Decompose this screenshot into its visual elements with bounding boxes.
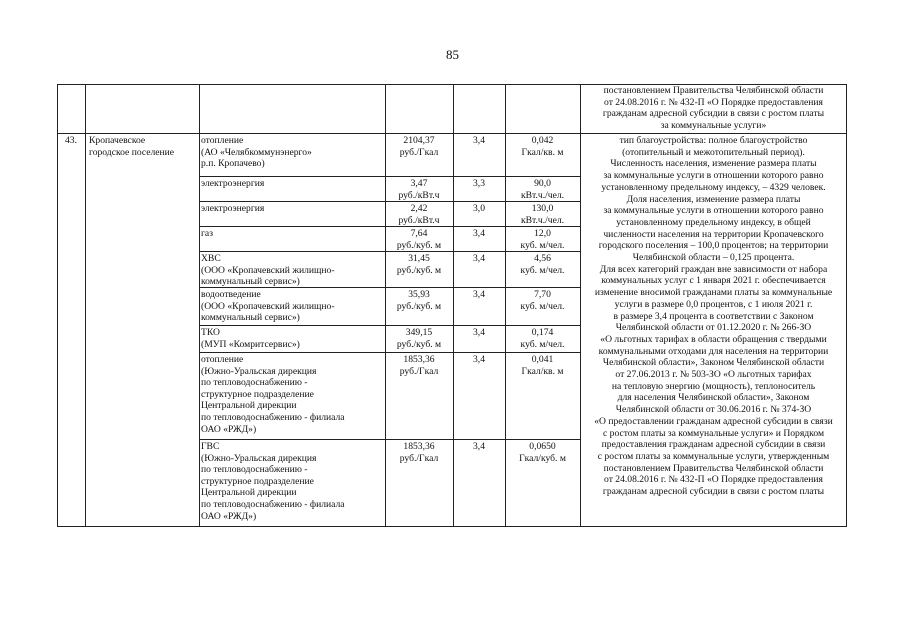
service-index: 3,4 [473,289,485,300]
service-price: 35,93 руб./куб. м [396,289,442,312]
service-index: 3,4 [473,354,485,365]
service-index: 3,0 [473,203,485,214]
tariff-table [57,84,847,527]
municipality-name: Кропачевское городское поселение [89,135,175,158]
service-index: 3,4 [473,327,485,338]
service-description: ХВС (ООО «Кропачевский жилищно- коммунальный сервис») [201,253,335,288]
service-volume: 7,70 куб. м/чел. [520,289,565,312]
continuation-text: постановлением Правительства Челябинской области от 24.08.2016 г. № 432-П «О Порядке предоставления гражданам адресной субсидии в связи с ростом платы за коммунальные услуги» [602,85,825,131]
service-description: отопление (АО «Челябкоммунэнерго» р.п. Кропачево) [201,135,312,170]
service-price: 1853,36 руб./Гкал [399,354,439,377]
service-price: 1853,36 руб./Гкал [399,441,439,464]
service-description: водоотведение (ООО «Кропачевский жилищно- коммунальный сервис») [201,289,335,324]
service-volume: 4,56 куб. м/чел. [520,253,565,276]
justification-text: тип благоустройства: полное благоустройство (отопительный и межотопительный период). Численность населения, изменение размера платы за коммунальные услуги в отношении которого равно установленному предельному индексу, – 4329 человек. Доля населения, изменение размера платы за коммунальные услуги в отношении которого равно установленному предельному индексу, в общей численности населения на территории Кропачевского городского поселения – 100,0 процентов; на территории Челябинской области – 0,125 процента. Для всех категорий граждан вне зависимости от набора коммунальных услуг с 1 января 2021 г. обеспечивается изменение вносимой гражданами платы за коммунальные услуги в размере 0,0 процентов, с 1 июля 2021 г. в размере 3,4 процента в соответствии с Законом Челябинской области от 01.12.2020 г. № 266-ЗО «О льготных тарифах в области обращения с твердыми коммунальными отходами для населения на территории Челябинской области», Законом Челябинской области от 27.06.2013 г. № 503-ЗО «О льготных тарифах на тепловую энергию (мощность), теплоноситель для населения Челябинской области», Законом Челябинской области от 30.06.2016 г. № 374-ЗО «О предоставлении гражданам адресной субсидии в связи с ростом платы за коммунальные услуги» и Порядком предоставления гражданам адресной субсидии в связи с ростом платы за коммунальные услуги, утвержденным постановлением Правительства Челябинской области от 24.08.2016 г. № 432-П «О Порядке предоставления гражданам адресной субсидии в связи с ростом платы [594,135,833,498]
service-price: 2,42 руб./кВт.ч [398,203,440,226]
service-price: 2104,37 руб./Гкал [399,135,439,158]
service-index: 3,4 [473,253,485,264]
service-volume: 90,0 кВт.ч./чел. [520,178,565,201]
page-number: 85 [446,47,459,62]
service-description: электроэнергия [201,203,265,214]
service-volume: 0,174 куб. м/чел. [520,327,565,350]
service-price: 7,64 руб./куб. м [396,228,442,251]
service-index: 3,4 [473,228,485,239]
service-volume: 0,0650 Гкал/куб. м [519,441,566,464]
service-price: 3,47 руб./кВт.ч [398,178,440,201]
service-description: отопление (Южно-Уральская дирекция по тепловодоснабжению - структурное подразделение Центральной дирекции по тепловодоснабжению - филиала ОАО «РЖД») [201,354,345,435]
service-index: 3,4 [473,441,485,452]
service-description: ГВС (Южно-Уральская дирекция по тепловодоснабжению - структурное подразделение Центральной дирекции по тепловодоснабжению - филиала ОАО «РЖД») [201,441,345,522]
service-description: электроэнергия [201,178,265,189]
service-description: газ [201,228,213,239]
service-description: ТКО (МУП «Комритсервис») [201,327,300,350]
service-volume: 0,042 Гкал/кв. м [521,135,564,158]
service-price: 31,45 руб./куб. м [396,253,442,276]
service-price: 349,15 руб./куб. м [396,327,442,350]
service-volume: 0,041 Гкал/кв. м [521,354,564,377]
service-index: 3,3 [473,178,485,189]
service-volume: 12,0 куб. м/чел. [520,228,565,251]
service-volume: 130,0 кВт.ч./чел. [520,203,565,226]
service-index: 3,4 [473,135,485,146]
row-number: 43. [65,135,77,146]
